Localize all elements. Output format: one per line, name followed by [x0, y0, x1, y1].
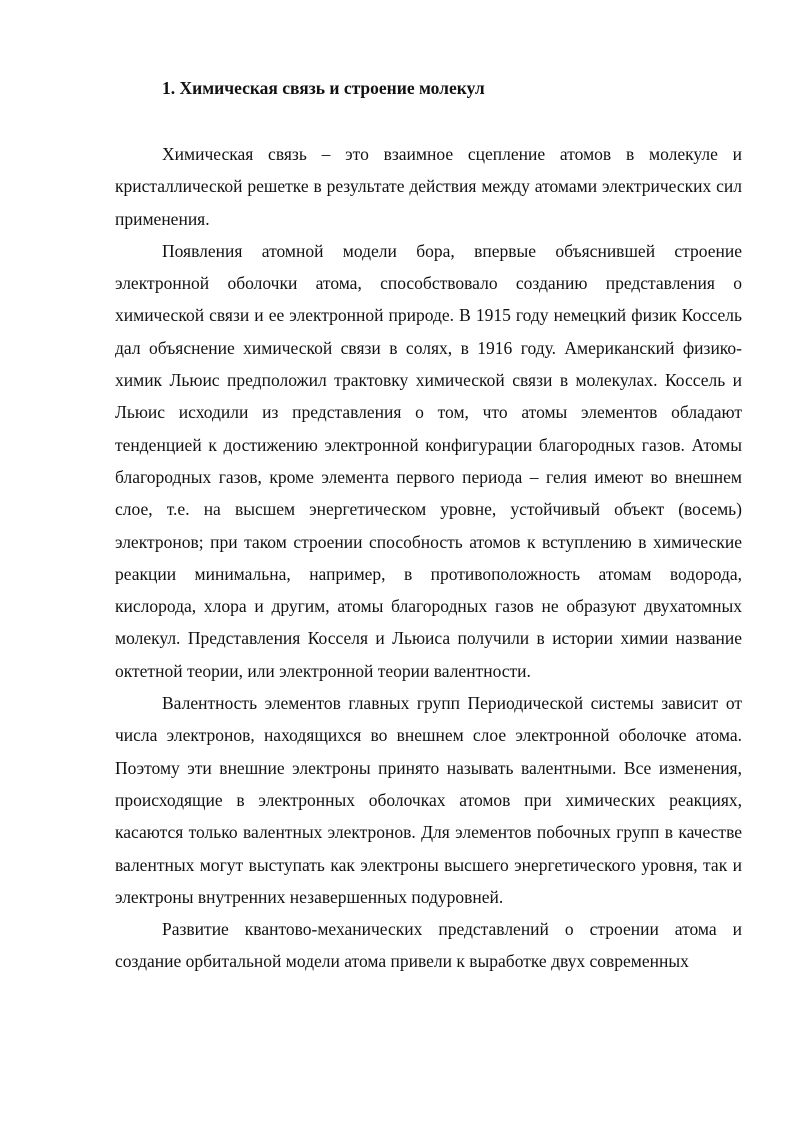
paragraph-valence: Валентность элементов главных групп Периодической системы зависит от числа электронов, находящихся во внешнем слое электронной оболочке атома. Поэтому эти внешние электроны принято называть валентными. Все изменения, происходящие в электронных оболочках атомов при химических реакциях, касаются только валентных электронов. Для элементов побочных групп в качестве валентных могут выступать как электроны высшего энергетического уровня, так и электроны внутренних незавершенных подуровней.	[115, 693, 742, 907]
heading-spacer	[115, 102, 742, 138]
paragraph-quantum: Развитие квантово-механических представлений о строении атома и создание орбитальной модели атома привели к выработке двух современных	[115, 919, 742, 972]
section-heading: 1. Химическая связь и строение молекул	[162, 78, 485, 98]
paragraph-definition: Химическая связь – это взаимное сцепление атомов в молекуле и кристаллической решетке в результате действия между атомами электрических сил применения.	[115, 144, 742, 229]
document-body	[115, 74, 742, 978]
paragraph-history: Появления атомной модели бора, впервые объяснившей строение электронной оболочки атома, способствовало созданию представления о химической связи и ее электронной природе. В 1915 году немецкий физик Коссель дал объяснение химической связи в солях, в 1916 году. Американский физико-химик Льюис предположил трактовку химической связи в молекулах. Коссель и Льюис исходили из представления о том, что атомы элементов обладают тенденцией к достижению электронной конфигурации благородных газов. Атомы благородных газов, кроме элемента первого периода – гелия имеют во внешнем слое, т.е. на высшем энергетическом уровне, устойчивый объект (восемь) электронов; при таком строении способность атомов к вступлению в химические реакции минимальна, например, в противоположность атомам водорода, кислорода, хлора и другим, атомы благородных газов не образуют двухатомных молекул. Представления Косселя и Льюиса получили в истории химии название октетной теории, или электронной теории валентности.	[115, 240, 742, 681]
